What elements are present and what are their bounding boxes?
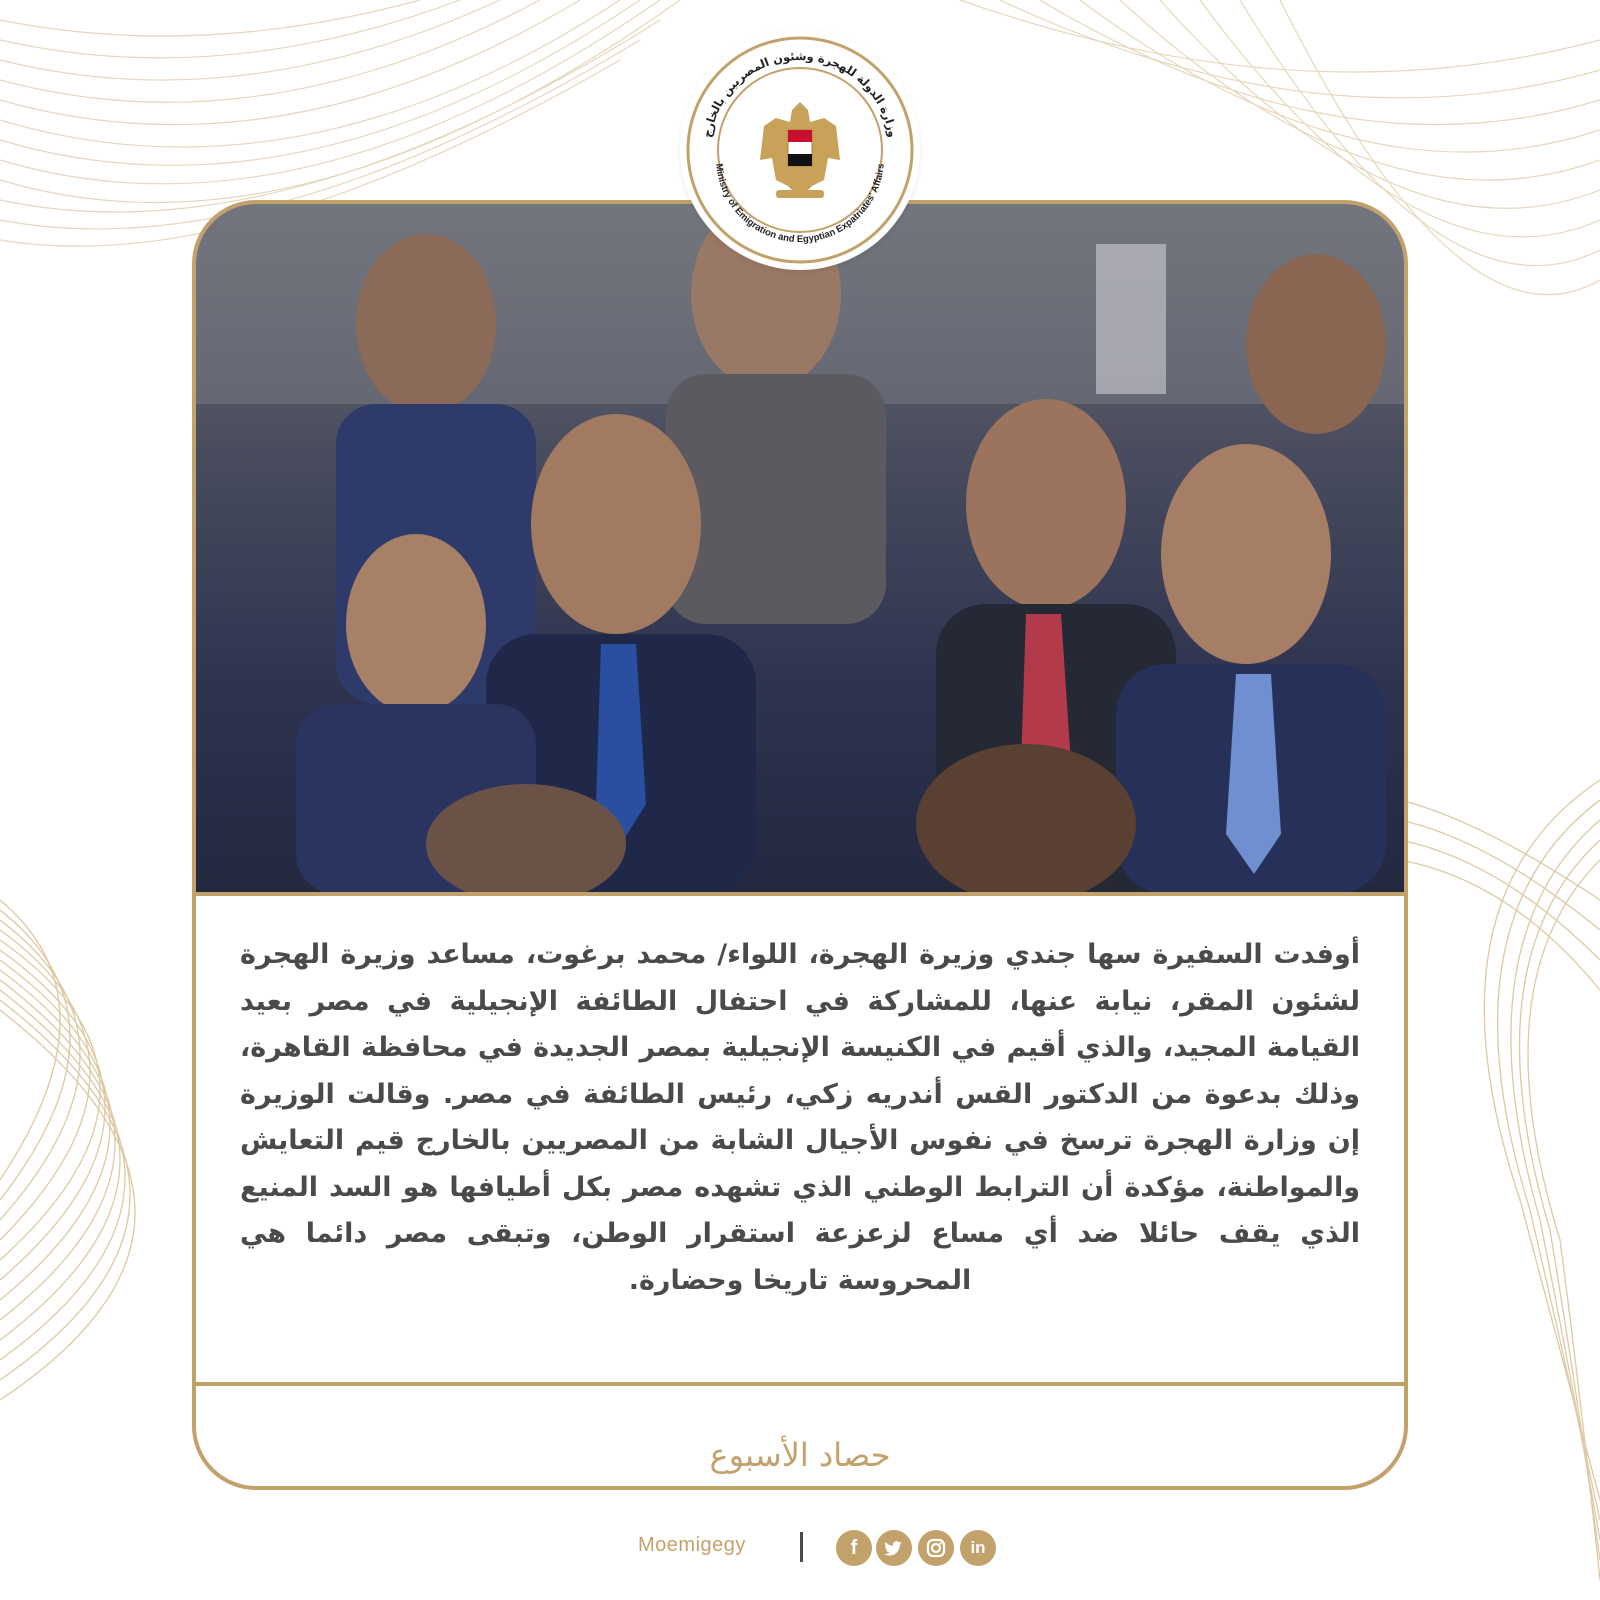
logo-english-text: Ministry of Emigration and Egyptian Expatriates' Affairs <box>713 162 887 246</box>
logo-arabic-text: وزارة الدولة للهجرة وشئون المصريين بالخارج <box>699 48 901 139</box>
social-bar <box>0 1530 1600 1574</box>
separator <box>800 1532 803 1562</box>
facebook-icon[interactable]: f <box>836 1530 872 1566</box>
linkedin-icon[interactable]: in <box>960 1530 996 1566</box>
article-body: أوفدت السفيرة سها جندي وزيرة الهجرة، اللواء/ محمد برغوت، مساعد وزيرة الهجرة لشئون المقر، نيابة عنها، للمشاركة في احتفال الطائفة الإنجيلية في مصر بعيد القيامة المجيد، والذي أقيم في الكنيسة الإنجيلية بمصر الجديدة في محافظة القاهرة، وذلك بدعوة من الدكتور القس أندريه زكي، رئيس الطائفة في مصر. وقالت الوزيرة إن وزارة الهجرة ترسخ في نفوس الأجيال الشابة من المصريين بالخارج قيم التعايش والمواطنة، مؤكدة أن الترابط الوطني الذي تشهده مصر بكل أطيافها هو السد المنيع الذي يقف حائلا ضد أي مساع لزعزعة استقرار الوطن، وتبقى مصر دائما هي المحروسة تاريخا وحضارة. <box>240 939 1360 1296</box>
footer-title: حصاد الأسبوع <box>709 1436 891 1474</box>
twitter-icon[interactable] <box>876 1530 912 1566</box>
photo-divider <box>196 892 1404 896</box>
ministry-logo <box>680 30 920 270</box>
instagram-icon[interactable] <box>918 1530 954 1566</box>
social-handle[interactable]: Moemigegy <box>638 1534 746 1556</box>
event-photo <box>196 204 1404 892</box>
content-card <box>192 200 1408 1490</box>
footer-divider <box>196 1382 1404 1386</box>
